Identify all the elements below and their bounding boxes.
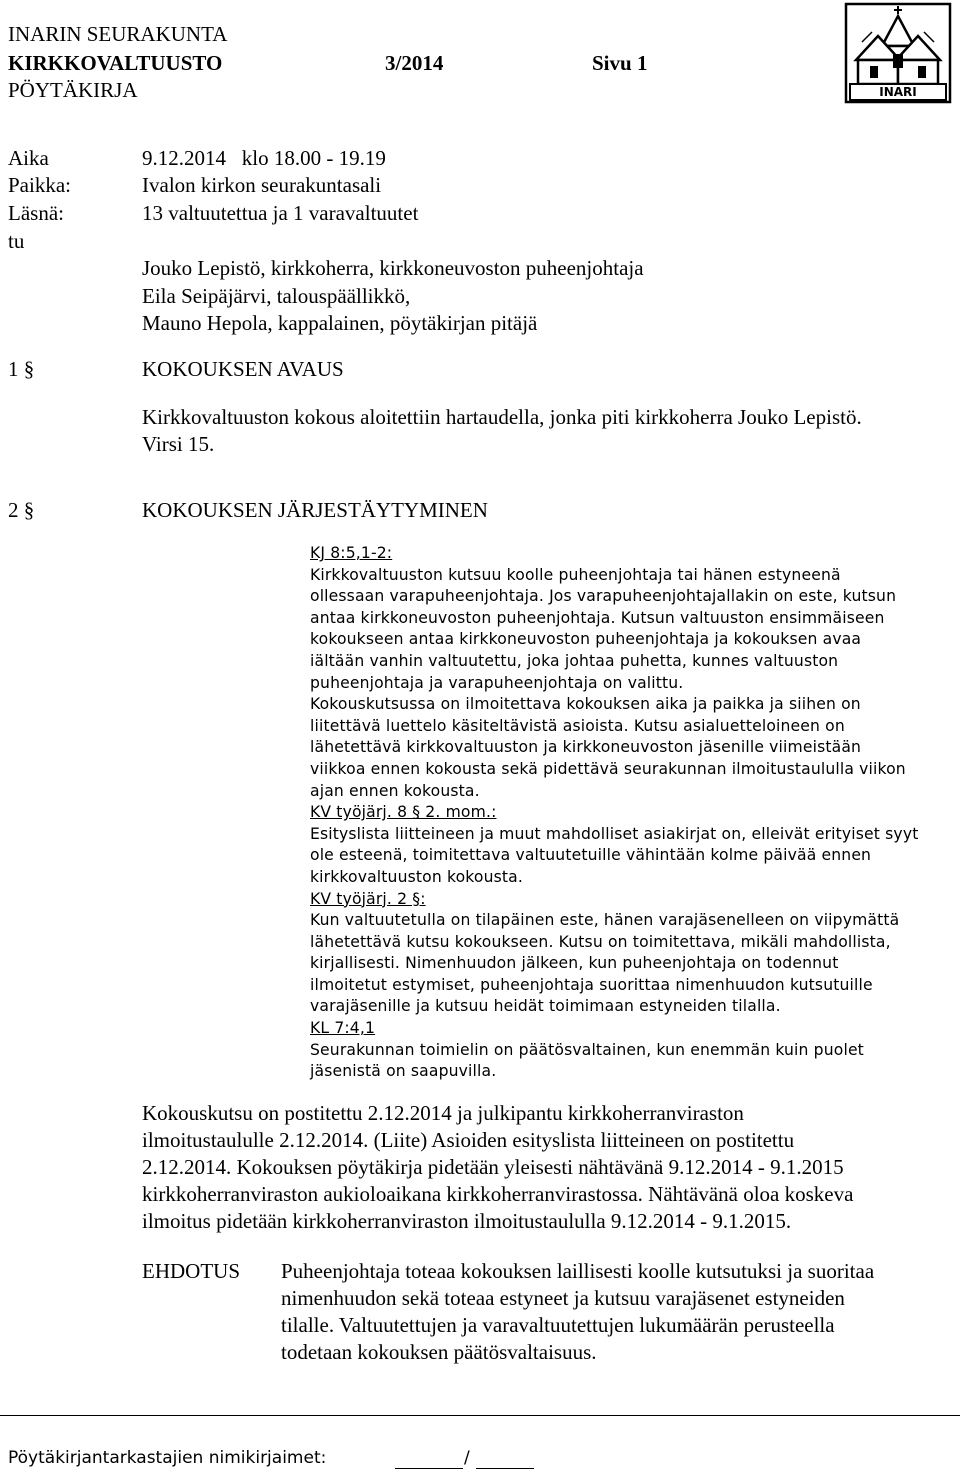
others-present-1: Jouko Lepistö, kirkkoherra, kirkkoneuvoston puheenjohtaja [142, 256, 644, 280]
section-title: KOKOUKSEN AVAUS [142, 357, 344, 381]
others-present-3: Mauno Hepola, kappalainen, pöytäkirjan pitäjä [142, 311, 538, 335]
present-value: 13 valtuutettua ja 1 varavaltuutet [142, 201, 419, 225]
initials-line-1 [395, 1468, 463, 1469]
proposal-line: tilalle. Valtuutettujen ja varavaltuutettujen lukumäärän perusteella [281, 1313, 835, 1337]
notice-line: kirkkoherranviraston aukioloaikana kirkkoherranvirastossa. Nähtävänä oloa koskeva [142, 1182, 854, 1206]
footer-label: Pöytäkirjantarkastajien nimikirjaimet: [8, 1448, 327, 1468]
legal-references [310, 543, 958, 1083]
legal-text-line: varajäsenille ja kutsuu heidät toimimaan estyneiden tilalla. [310, 997, 781, 1016]
proposal-label: EHDOTUS [142, 1259, 240, 1283]
legal-ref-heading: KV työjärj. 2 §: [310, 889, 426, 908]
place-value: Ivalon kirkon seurakuntasali [142, 173, 382, 197]
section-number: 1 § [8, 357, 35, 381]
time-label: Aika [8, 146, 49, 170]
section-symbol: § [23, 357, 35, 381]
issue-number: 3/2014 [385, 51, 444, 75]
legal-ref-heading: KL 7:4,1 [310, 1019, 376, 1038]
others-present-2: Eila Seipäjärvi, talouspäällikkö, [142, 284, 411, 308]
legal-text-line: ilmoitetut estymiset, puheenjohtaja suorittaa nimenhuudon kutsutuille [310, 975, 873, 994]
notice-line: ilmoitustaululle 2.12.2014. (Liite) Asioiden esityslista liitteineen on postitettu [142, 1128, 795, 1152]
legal-text-line: iältään vanhin valtuutettu, joka johtaa puhetta, kunnes valtuuston [310, 651, 839, 670]
initials-line-2 [476, 1468, 534, 1469]
organization-name: INARIN SEURAKUNTA [8, 22, 228, 46]
section-text-line: Kirkkovaltuuston kokous aloitettiin hartaudella, jonka piti kirkkoherra Jouko Lepistö. [142, 405, 862, 429]
legal-text-line: ollessaan varapuheenjohtaja. Jos varapuheenjohtajallakin on este, kutsun [310, 587, 897, 606]
legal-text-line: Kirkkovaltuuston kutsuu koolle puheenjohtaja tai hänen estyneenä [310, 565, 841, 584]
notice-paragraph [142, 1100, 853, 1235]
legal-text-line: ajan ennen kokousta. [310, 781, 480, 800]
legal-text-line: Esityslista liitteineen ja muut mahdolliset asiakirjat on, elleivät erityiset syyt [310, 824, 919, 843]
legal-text-line: Kokouskutsussa on ilmoitettava kokouksen aika ja paikka ja siihen on [310, 695, 861, 714]
proposal-line: Puheenjohtaja toteaa kokouksen laillisesti koolle kutsutuksi ja suoritaa [281, 1259, 875, 1283]
page-number: Sivu 1 [592, 51, 648, 75]
section-text-line: Virsi 15. [142, 432, 215, 456]
legal-text-line: lähetettävä kutsu kokoukseen. Kutsu on toimitettava, mikäli mahdollista, [310, 932, 891, 951]
time-value: 9.12.2014 klo 18.00 - 19.19 [142, 146, 386, 170]
legal-text-line: Kun valtuutetulla on tilapäinen este, hänen varajäsenelleen on viipymättä [310, 911, 900, 930]
legal-text-line: lähetettävä kirkkovaltuuston ja kirkkoneuvoston jäsenille viimeistään [310, 738, 862, 757]
legal-text-line: Seurakunnan toimielin on päätösvaltainen, kun enemmän kuin puolet [310, 1040, 864, 1059]
section-symbol: § [23, 498, 35, 522]
body-name: KIRKKOVALTUUSTO [8, 51, 223, 75]
legal-text-line: puheenjohtaja ja varapuheenjohtaja on valittu. [310, 673, 684, 692]
legal-ref-heading: KV työjärj. 8 § 2. mom.: [310, 803, 497, 822]
proposal-line: nimenhuudon sekä toteaa estyneet ja kutsuu varajäsenet estyneiden [281, 1286, 845, 1310]
legal-text-line: jäsenistä on saapuvilla. [310, 1062, 497, 1081]
legal-text-line: kokoukseen antaa kirkkoneuvoston puheenjohtaja ja kokouksen avaa [310, 630, 862, 649]
legal-text-line: antaa kirkkoneuvoston puheenjohtaja. Kutsun valtuuston ensimmäiseen [310, 608, 885, 627]
present-label: Läsnä: [8, 201, 64, 225]
legal-ref-heading: KJ 8:5,1-2: [310, 544, 393, 562]
footer-separator: / [464, 1448, 470, 1468]
legal-text-line: kirkkovaltuuston kokousta. [310, 867, 523, 886]
legal-text-line: viikkoa ennen kokousta sekä pidettävä seurakunnan ilmoitustaululla viikon [310, 759, 906, 778]
legal-text-line: kirjallisesti. Nimenhuudon jälkeen, kun puheenjohtaja on todennut [310, 954, 839, 973]
legal-text-line: liitettävä luettelo käsiteltävistä asioista. Kutsu asialuetteloineen on [310, 716, 845, 735]
notice-line: 2.12.2014. Kokouksen pöytäkirja pidetään yleisesti nähtävänä 9.12.2014 - 9.1.2015 [142, 1155, 844, 1179]
legal-text-line: ole esteenä, toimitettava valtuutetuille vähintään kolme päivää ennen [310, 846, 872, 865]
place-label: Paikka: [8, 173, 71, 197]
notice-line: ilmoitus pidetään kirkkoherranviraston ilmoitustaululla 9.12.2014 - 9.1.2015. [142, 1209, 792, 1233]
notice-line: Kokouskutsu on postitettu 2.12.2014 ja julkipantu kirkkoherranviraston [142, 1101, 744, 1125]
parish-logo [842, 2, 954, 111]
document-type: PÖYTÄKIRJA [8, 78, 138, 102]
logo-text: INARI [879, 85, 917, 99]
proposal-text [281, 1258, 874, 1366]
present-label-continued: tu [8, 229, 25, 253]
footer-divider [0, 1415, 960, 1416]
section-title: KOKOUKSEN JÄRJESTÄYTYMINEN [142, 498, 488, 522]
section-number: 2 § [8, 498, 35, 522]
proposal-line: todetaan kokouksen päätösvaltaisuus. [281, 1340, 597, 1364]
